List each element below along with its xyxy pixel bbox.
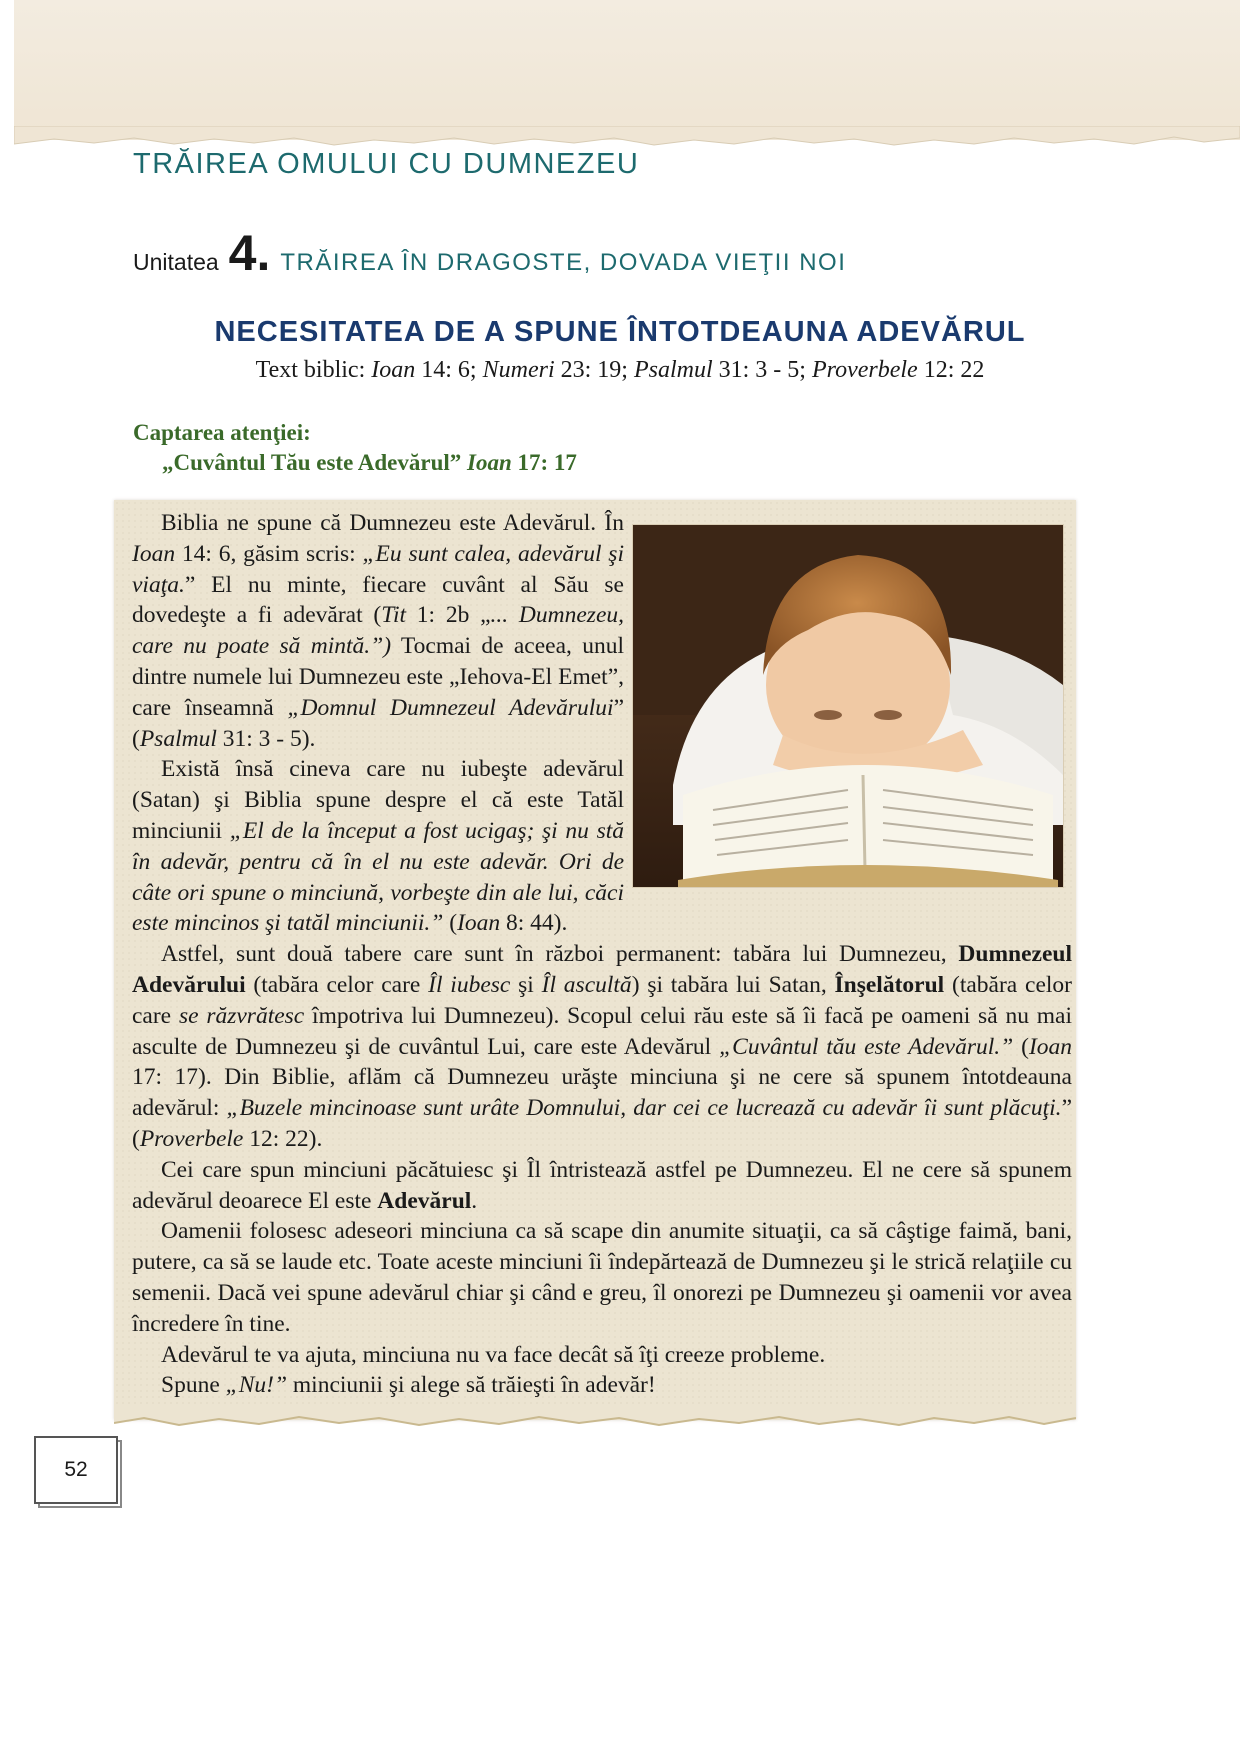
biblical-text-references xyxy=(0,357,1240,384)
attention-verse xyxy=(162,450,577,476)
text: Astfel, sunt două tabere care sunt în război permanent: tabăra lui Dumnezeu, xyxy=(161,941,959,968)
ref-book: Psalmul xyxy=(633,357,713,383)
lesson-body xyxy=(132,508,1072,1401)
attention-label: Captarea atenţiei: xyxy=(133,420,311,445)
paragraph-6: Adevărul te va ajuta, minciuna nu va face decât să îţi creeze probleme. xyxy=(161,1341,826,1368)
paragraph-3 xyxy=(132,939,1072,1155)
text: ” El nu minte, fiecare cuvânt al Său se dovedeşte a fi adevărat ( xyxy=(132,571,624,629)
text: . xyxy=(471,1187,478,1214)
text-italic: „Nu!” xyxy=(225,1372,288,1399)
text: împotriva lui Dumnezeu). Scopul celui rău este să îi facă pe oameni să nu mai asculte de Dumnezeu şi de cuvântul Lui, care este Adevărul xyxy=(132,1002,1072,1060)
text-italic: ... Dumnezeu, care nu poate să mintă.”) xyxy=(132,602,625,660)
verse-text: „Cuvântul Tău este Adevărul” xyxy=(162,450,468,475)
unit-heading xyxy=(133,225,847,284)
text: ( xyxy=(443,910,458,937)
text: (tabăra celor care xyxy=(245,971,429,998)
text: ” ( xyxy=(132,1095,1072,1152)
text: minciunii şi alege să trăieşti în adevăr! xyxy=(287,1372,656,1399)
text-bold: Înşelătorul xyxy=(834,971,945,998)
page-number: 52 xyxy=(34,1436,118,1504)
lesson-title: NECESITATEA DE A SPUNE ÎNTOTDEAUNA ADEVĂRUL xyxy=(214,316,1026,348)
text: Biblia ne spune că Dumnezeu este Adevărul. În xyxy=(161,510,624,536)
text-italic: „Eu sunt calea, adevărul şi viaţa. xyxy=(132,540,624,598)
text-italic: Ioan xyxy=(132,540,176,567)
text: Cei care spun minciuni păcătuiesc şi Îl întristează astfel pe Dumnezeu. El ne cere să spunem adevărul deoarece El este xyxy=(132,1156,1072,1214)
verse-book: Ioan xyxy=(467,450,512,475)
text-bold: Dumnezeul Adevărului xyxy=(132,941,1072,998)
text-italic: „Cuvântul tău este Adevărul.” xyxy=(719,1033,1014,1060)
text-italic: „El de la început a fost ucigaş; şi nu stă în adevăr, pentru că în el nu este adevăr. Ori de câte ori spune o minciună, vorbeşte din ale lui, căci este mincinos şi tatăl minciunii.” xyxy=(132,817,624,937)
paragraph-5: Oamenii folosesc adeseori minciuna ca să scape din anumite situaţii, ca să câştige faimă, bani, putere, ca să se laude etc. Toate aceste minciuni îi îndepărtează de Dumnezeu şi le strică relaţiile cu semenii. Dacă vei spune adevărul chiar şi când e greu, îl onorezi pe Dumnezeu şi oamenii vor avea încredere în tine. xyxy=(132,1218,1072,1337)
verse-ref: 17: 17 xyxy=(511,450,577,475)
text: ) şi tabăra lui Satan, xyxy=(631,971,835,998)
text-italic: Psalmul xyxy=(139,725,217,752)
text-italic: Ioan xyxy=(457,910,501,937)
paragraph-7 xyxy=(132,1370,1072,1401)
text-italic: Îl iubesc xyxy=(428,971,511,998)
biblical-prefix: Text biblic: xyxy=(255,357,372,383)
image-text-wrap-spacer xyxy=(624,508,1072,904)
unit-number: 4. xyxy=(228,225,271,281)
ref-verse: 23: 19; xyxy=(554,357,634,383)
text-italic: Îl ascultă xyxy=(541,971,632,998)
ref-verse: 14: 6; xyxy=(415,357,483,383)
text: 1: 2b „ xyxy=(406,602,491,629)
text: ( xyxy=(1013,1033,1029,1060)
text-italic: „Domnul Dumnezeul Adevărului xyxy=(287,694,614,721)
ref-verse: 12: 22 xyxy=(917,357,985,383)
unit-title: TRĂIREA ÎN DRAGOSTE, DOVADA VIEŢII NOI xyxy=(280,249,847,276)
text: şi xyxy=(510,971,542,998)
text: 31: 3 - 5). xyxy=(216,725,316,752)
text-italic: Tit xyxy=(381,602,407,629)
torn-paper-header-band xyxy=(14,0,1240,140)
ref-book: Numeri xyxy=(482,357,555,383)
text: ” ( xyxy=(132,694,624,752)
ref-verse: 31: 3 - 5; xyxy=(712,357,812,383)
text: 17: 17). Din Biblie, aflăm că Dumnezeu urăşte minciuna şi ne cere să spunem întotdeauna adevărul: xyxy=(132,1064,1072,1122)
text-italic: „Buzele mincinoase sunt urâte Domnului, dar cei ce lucrează cu adevăr îi sunt plăcuţi. xyxy=(226,1095,1062,1122)
text: 14: 6, găsim scris: xyxy=(175,540,363,567)
text: 8: 44). xyxy=(500,910,568,937)
ref-book: Ioan xyxy=(371,357,416,383)
text-italic: Ioan xyxy=(1028,1033,1073,1060)
ref-book: Proverbele xyxy=(811,357,918,383)
text: 12: 22). xyxy=(243,1125,323,1152)
text: Tocmai de aceea, unul dintre numele lui Dumnezeu este „Iehova-El Emet”, care înseamnă xyxy=(132,633,624,721)
text-bold: Adevărul xyxy=(377,1187,472,1214)
section-title: TRĂIREA OMULUI CU DUMNEZEU xyxy=(133,148,640,180)
text-italic: Proverbele xyxy=(139,1125,244,1152)
paper-torn-bottom-edge xyxy=(114,1408,1076,1432)
text: Există însă cineva care nu iubeşte adevărul (Satan) şi Biblia spune despre el că este Tatăl minciunii xyxy=(132,756,624,844)
paragraph-4 xyxy=(132,1155,1072,1217)
text-italic: se răzvrătesc xyxy=(178,1002,305,1029)
unit-word: Unitatea xyxy=(133,249,219,275)
text: Spune xyxy=(161,1372,226,1399)
text: (tabăra celor care xyxy=(132,971,1073,1029)
